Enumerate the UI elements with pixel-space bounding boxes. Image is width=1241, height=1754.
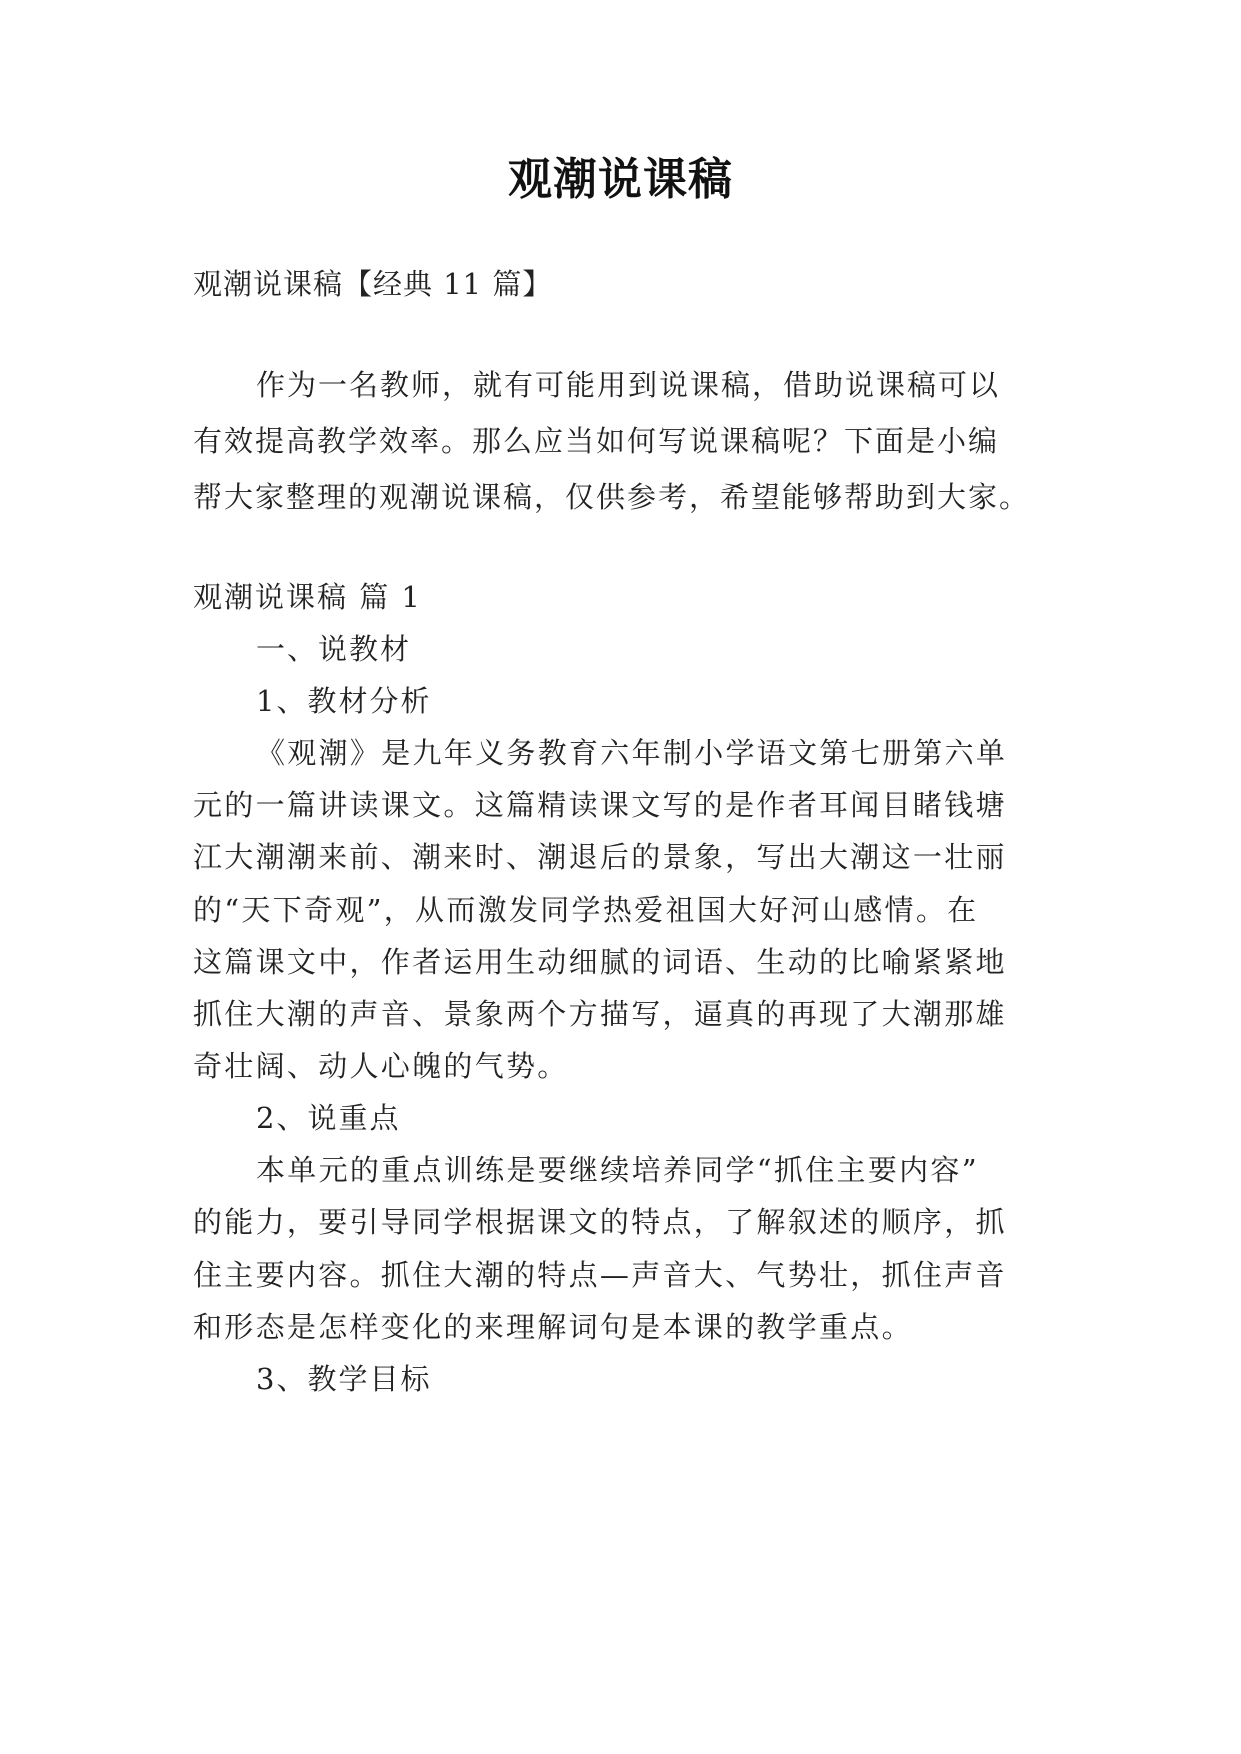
paragraph-line: 和形态是怎样变化的来理解词句是本课的教学重点。 <box>193 1310 913 1344</box>
heading-shuo-zhongdian: 2、说重点 <box>256 1101 401 1135</box>
paragraph-line: 元的一篇讲读课文。这篇精读课文写的是作者耳闻目睹钱塘 <box>193 788 1007 822</box>
paragraph-line: 抓住大潮的声音、景象两个方描写，逼真的再现了大潮那雄 <box>193 997 1007 1031</box>
paragraph-line: 奇壮阔、动人心魄的气势。 <box>193 1049 569 1083</box>
paragraph-line: 江大潮潮来前、潮来时、潮退后的景象，写出大潮这一壮丽 <box>193 840 1007 874</box>
paragraph-line: 的能力，要引导同学根据课文的特点，了解叙述的顺序，抓 <box>193 1205 1007 1239</box>
section-title: 观潮说课稿 篇 1 <box>193 580 422 614</box>
intro-line: 有效提高教学效率。那么应当如何写说课稿呢？下面是小编 <box>193 424 1000 458</box>
document-subtitle: 观潮说课稿【经典 11 篇】 <box>193 267 553 301</box>
paragraph-line: 的“天下奇观”，从而激发同学热爱祖国大好河山感情。在 <box>193 893 979 927</box>
intro-line: 作为一名教师，就有可能用到说课稿，借助说课稿可以 <box>256 368 1001 402</box>
heading-shuo-jiaocai: 一、说教材 <box>256 632 412 666</box>
paragraph-line: 住主要内容。抓住大潮的特点—声音大、气势壮，抓住声音 <box>193 1258 1007 1292</box>
intro-line: 帮大家整理的观潮说课稿，仅供参考，希望能够帮助到大家。 <box>193 480 1031 514</box>
heading-jiaoxue-mubiao: 3、教学目标 <box>256 1362 432 1396</box>
document-title: 观潮说课稿 <box>508 154 733 205</box>
paragraph-line: 本单元的重点训练是要继续培养同学“抓住主要内容” <box>256 1153 979 1187</box>
heading-jiaocai-fenxi: 1、教材分析 <box>256 684 432 718</box>
paragraph-line: 这篇课文中，作者运用生动细腻的词语、生动的比喻紧紧地 <box>193 945 1007 979</box>
paragraph-line: 《观潮》是九年义务教育六年制小学语文第七册第六单 <box>256 736 1008 770</box>
